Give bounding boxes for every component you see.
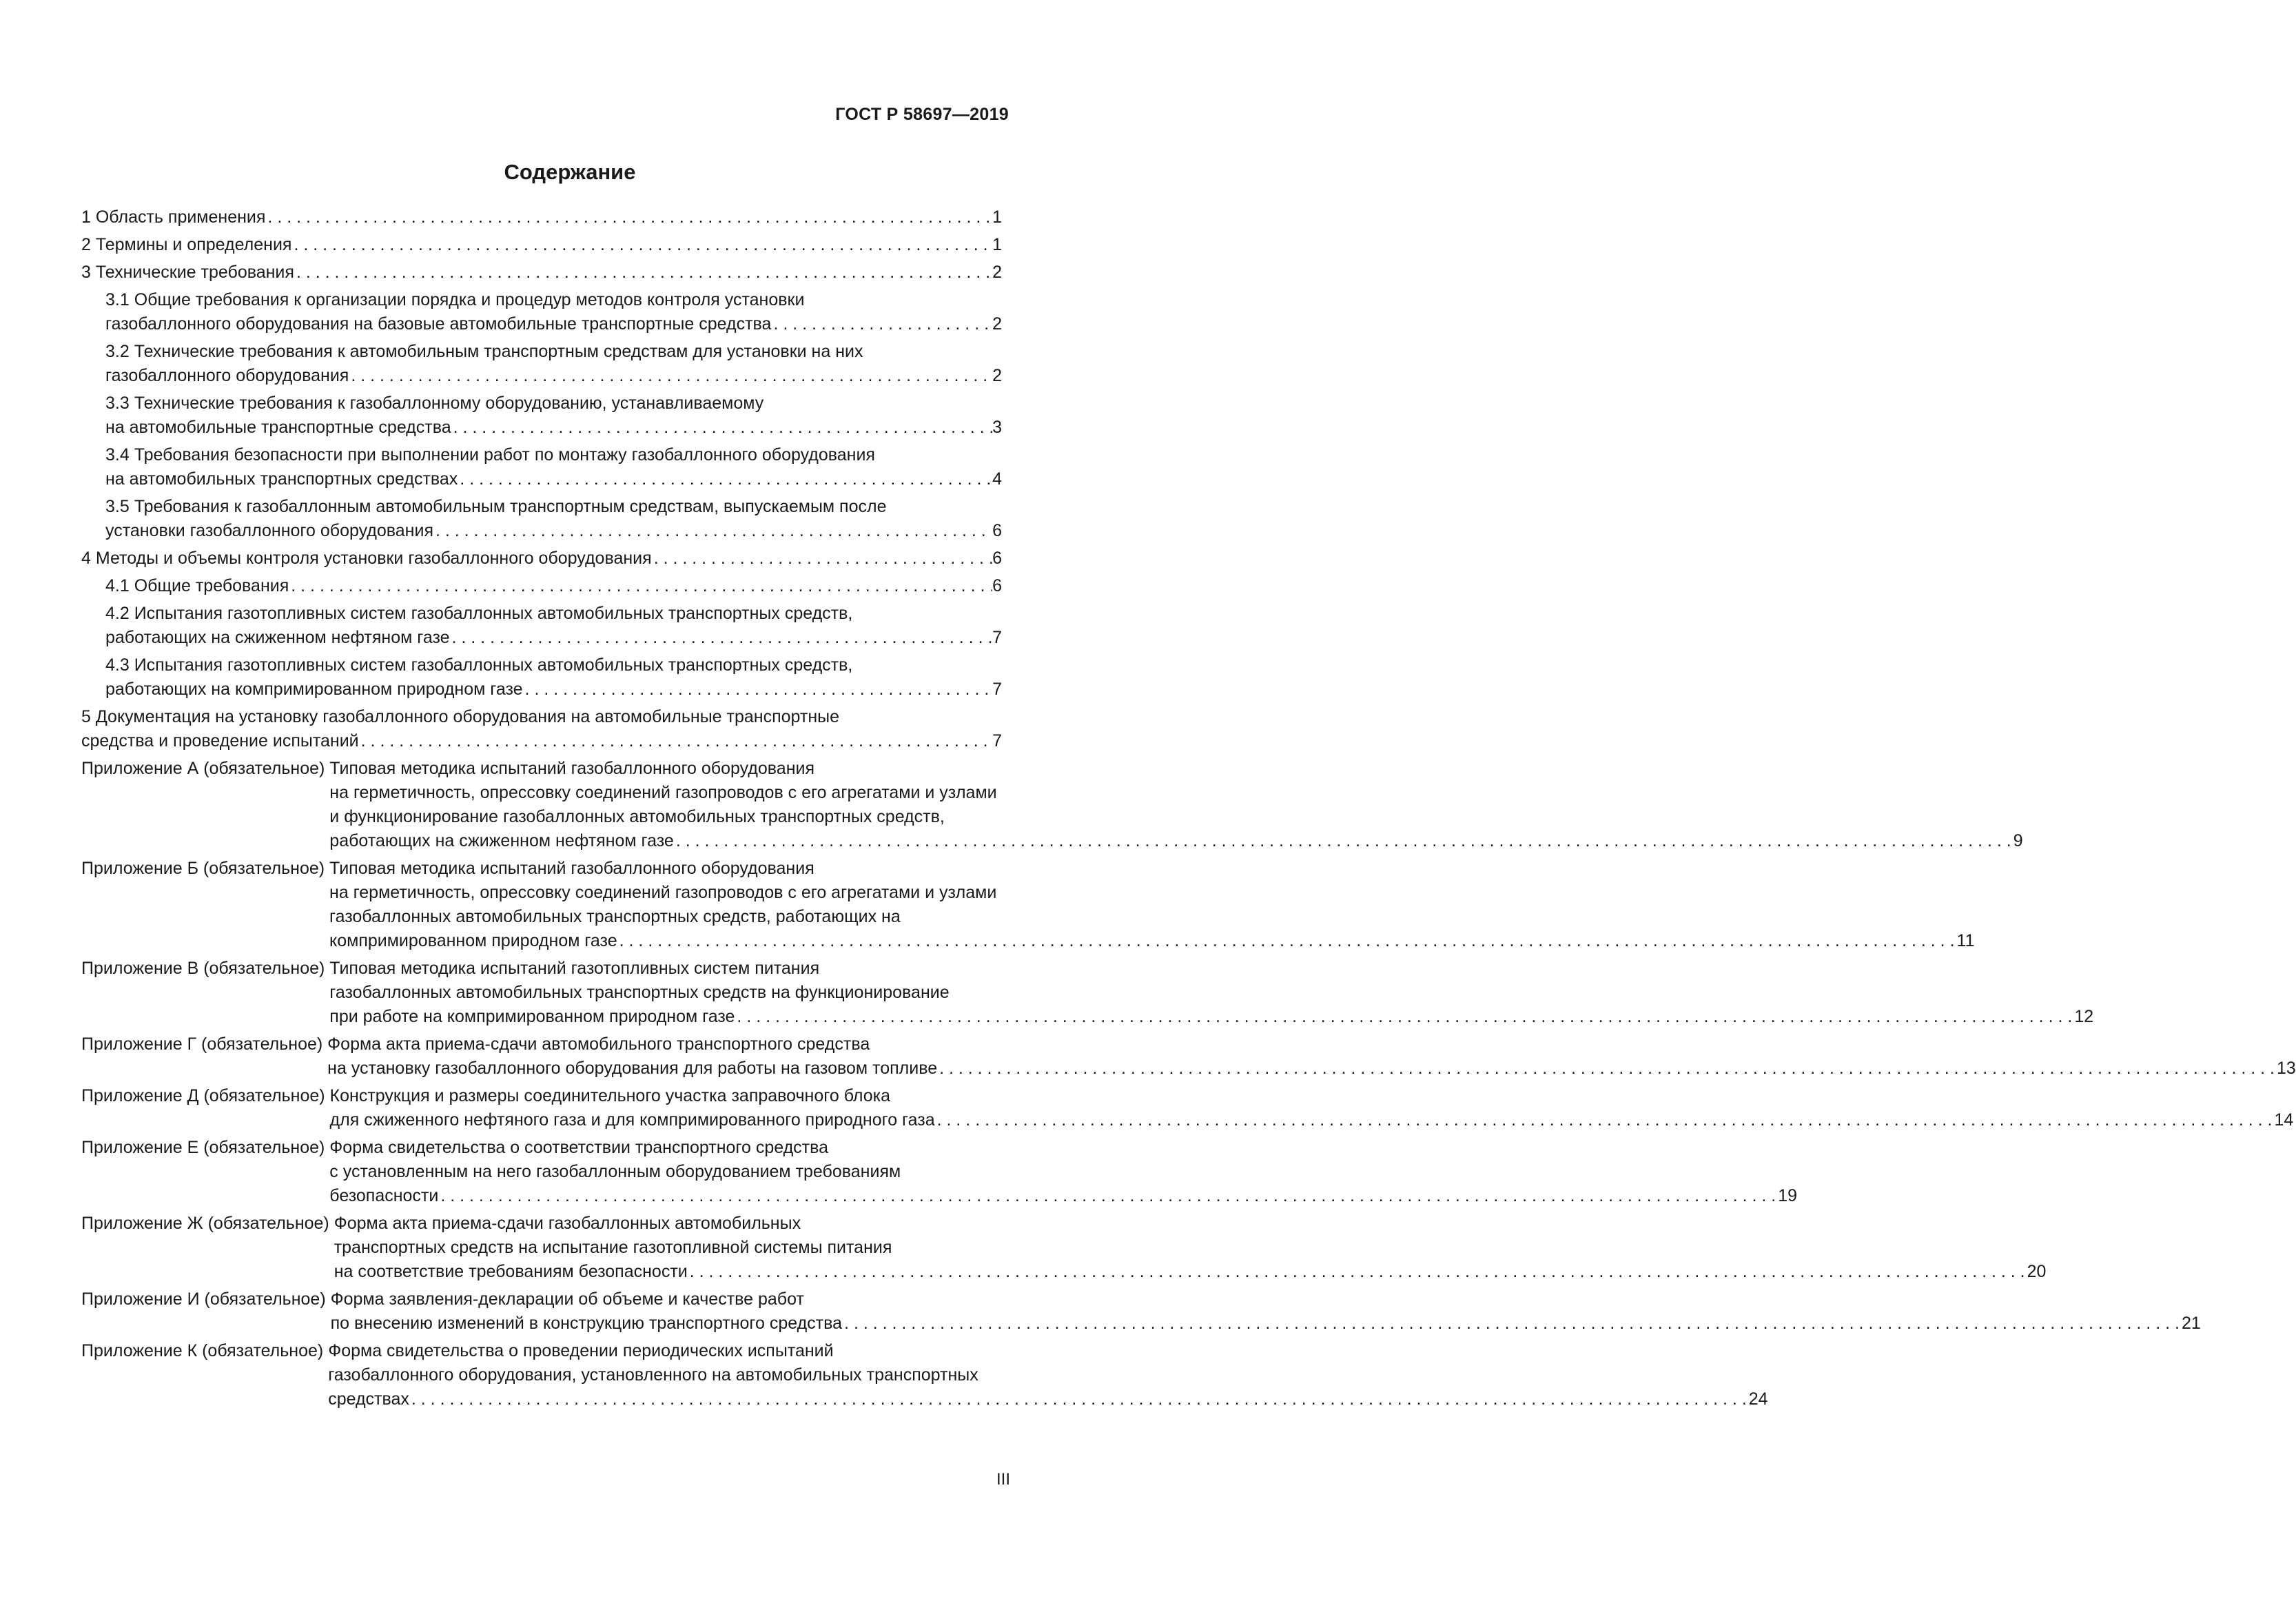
toc-page-number: 1 bbox=[992, 207, 1002, 227]
leader-dots bbox=[265, 205, 992, 229]
toc-entry-title: Типовая методика испытаний газобаллонного оборудования bbox=[329, 759, 815, 778]
toc-entry-title-cont: установки газобаллонного оборудования bbox=[105, 521, 433, 540]
leader-dots bbox=[842, 1312, 2182, 1336]
toc-page-number: 24 bbox=[1748, 1389, 1768, 1409]
toc-entry[interactable] bbox=[81, 288, 1002, 336]
toc-entry[interactable] bbox=[81, 574, 1002, 598]
toc-entry-title-cont: работающих на компримированном природном газе bbox=[105, 680, 523, 699]
toc-entry-title: 3.3 Технические требования к газобаллонному оборудованию, устанавливаемому bbox=[105, 394, 764, 413]
table-of-contents bbox=[81, 205, 2296, 1415]
toc-entry-title-cont: на герметичность, опрессовку соединений газопроводов с его агрегатами и узлами bbox=[329, 883, 997, 902]
toc-entry-title-cont: средствах bbox=[328, 1389, 409, 1409]
toc-entry-title: Форма свидетельства о проведении периодических испытаний bbox=[328, 1341, 834, 1360]
toc-entry[interactable] bbox=[81, 391, 1002, 440]
toc-entry-title: 4.1 Общие требования bbox=[105, 576, 289, 595]
toc-page-number: 6 bbox=[992, 521, 1002, 540]
leader-dots bbox=[652, 547, 992, 571]
toc-entry[interactable] bbox=[81, 340, 1002, 388]
leader-dots bbox=[688, 1260, 2027, 1284]
appendix-label: Приложение Е (обязательное) bbox=[81, 1138, 330, 1157]
toc-entry-title: 1 Область применения bbox=[81, 207, 266, 227]
toc-entry-title: 3.4 Требования безопасности при выполнении работ по монтажу газобаллонного оборудования bbox=[105, 445, 875, 465]
appendix-label: Приложение Д (обязательное) bbox=[81, 1086, 330, 1105]
toc-page-number: 2 bbox=[992, 314, 1002, 334]
leader-dots bbox=[458, 467, 992, 491]
toc-page-number: 11 bbox=[1956, 931, 1975, 950]
leader-dots bbox=[935, 1108, 2275, 1132]
toc-page-number: 13 bbox=[2276, 1059, 2296, 1078]
toc-page-number: 4 bbox=[992, 469, 1002, 489]
toc-entry-title: Форма акта приема-сдачи автомобильного транспортного средства bbox=[327, 1034, 870, 1054]
leader-dots bbox=[735, 1005, 2074, 1029]
toc-page-number: 2 bbox=[992, 366, 1002, 385]
toc-entry-title-cont: компримированном природном газе bbox=[329, 931, 617, 950]
toc-page-number: 7 bbox=[992, 628, 1002, 647]
toc-entry[interactable] bbox=[81, 653, 1002, 702]
toc-entry-title: Форма акта приема-сдачи газобаллонных автомобильных bbox=[334, 1214, 801, 1233]
page-number: III bbox=[996, 1470, 1010, 1489]
leader-dots bbox=[451, 416, 992, 440]
toc-entry[interactable] bbox=[81, 705, 1002, 753]
leader-dots bbox=[450, 626, 993, 650]
toc-entry-title-cont: по внесению изменений в конструкцию транспортного средства bbox=[330, 1314, 843, 1333]
toc-appendix-entry[interactable] bbox=[81, 857, 1975, 953]
toc-page-number: 2 bbox=[992, 263, 1002, 282]
toc-entry[interactable] bbox=[81, 443, 1002, 491]
appendix-label: Приложение Г (обязательное) bbox=[81, 1034, 328, 1054]
toc-page-number: 1 bbox=[992, 235, 1002, 254]
toc-entry-title: Типовая методика испытаний газотопливных систем питания bbox=[329, 959, 820, 978]
toc-entry-title-cont: для сжиженного нефтяного газа и для компримированного природного газа bbox=[329, 1110, 935, 1130]
toc-page-number: 6 bbox=[992, 549, 1002, 568]
toc-entry-title: Форма заявления-декларации об объеме и качестве работ bbox=[330, 1289, 804, 1309]
leader-dots bbox=[289, 574, 992, 598]
toc-entry-title: 4 Методы и объемы контроля установки газобаллонного оборудования bbox=[81, 549, 652, 568]
toc-page-number: 21 bbox=[2181, 1314, 2201, 1333]
leader-dots bbox=[617, 929, 1957, 953]
toc-entry[interactable] bbox=[81, 261, 1002, 285]
toc-entry-title-cont: при работе на компримированном природном газе bbox=[329, 1007, 735, 1026]
toc-entry-title: 3 Технические требования bbox=[81, 263, 294, 282]
toc-appendix-entry[interactable] bbox=[81, 1136, 1798, 1208]
leader-dots bbox=[523, 677, 993, 702]
toc-page-number: 3 bbox=[992, 418, 1002, 437]
toc-appendix-entry[interactable] bbox=[81, 1339, 1768, 1411]
leader-dots bbox=[359, 729, 992, 753]
toc-entry-title-cont: на установку газобаллонного оборудования для работы на газовом топливе bbox=[327, 1059, 938, 1078]
toc-entry-title-cont: газобаллонного оборудования bbox=[105, 366, 349, 385]
toc-page-number: 19 bbox=[1778, 1186, 1798, 1205]
appendix-label: Приложение И (обязательное) bbox=[81, 1289, 331, 1309]
toc-page-number: 7 bbox=[992, 680, 1002, 699]
appendix-label: Приложение Б (обязательное) bbox=[81, 859, 330, 878]
toc-appendix-entry[interactable] bbox=[81, 957, 2094, 1029]
toc-entry-title-cont: на автомобильные транспортные средства bbox=[105, 418, 451, 437]
toc-entry-title: 3.5 Требования к газобаллонным автомобильным транспортным средствам, выпускаемым после bbox=[105, 497, 887, 516]
toc-entry-title: 2 Термины и определения bbox=[81, 235, 292, 254]
toc-entry-title-cont: безопасности bbox=[329, 1186, 439, 1205]
toc-entry-title: 5 Документация на установку газобаллонного оборудования на автомобильные транспортные bbox=[81, 707, 839, 726]
appendix-label: Приложение К (обязательное) bbox=[81, 1341, 329, 1360]
page-title: Содержание bbox=[504, 160, 636, 184]
toc-entry-title: 4.2 Испытания газотопливных систем газобаллонных автомобильных транспортных средств, bbox=[105, 604, 853, 623]
toc-appendix-entry[interactable] bbox=[81, 1084, 2294, 1132]
toc-appendix-entry[interactable] bbox=[81, 1212, 2047, 1284]
toc-entry-title-cont: транспортных средств на испытание газотопливной системы питания bbox=[334, 1238, 892, 1257]
toc-appendix-entry[interactable] bbox=[81, 757, 2023, 853]
toc-entry-title-cont: на герметичность, опрессовку соединений газопроводов с его агрегатами и узлами bbox=[329, 783, 997, 802]
appendix-label: Приложение В (обязательное) bbox=[81, 959, 330, 978]
toc-page-number: 14 bbox=[2274, 1110, 2294, 1130]
toc-page-number: 6 bbox=[992, 576, 1002, 595]
toc-page-number: 9 bbox=[2013, 831, 2023, 850]
toc-entry[interactable] bbox=[81, 495, 1002, 543]
toc-entry-title-cont: работающих на сжиженном нефтяном газе bbox=[329, 831, 674, 850]
leader-dots bbox=[409, 1387, 1749, 1411]
toc-page-number: 20 bbox=[2027, 1262, 2047, 1281]
toc-entry-title-cont: и функционирование газобаллонных автомобильных транспортных средств, bbox=[329, 807, 945, 826]
toc-entry-title: Типовая методика испытаний газобаллонного оборудования bbox=[329, 859, 814, 878]
leader-dots bbox=[771, 312, 992, 336]
toc-appendix-entry[interactable] bbox=[81, 1287, 2201, 1336]
leader-dots bbox=[291, 233, 992, 257]
toc-page-number: 12 bbox=[2074, 1007, 2094, 1026]
toc-entry-title: 3.1 Общие требования к организации порядка и процедур методов контроля установки bbox=[105, 290, 805, 309]
toc-appendix-entry[interactable] bbox=[81, 1032, 2296, 1081]
toc-entry-title-cont: газобаллонного оборудования, установленного на автомобильных транспортных bbox=[328, 1365, 978, 1385]
toc-entry-title: Форма свидетельства о соответствии транспортного средства bbox=[329, 1138, 829, 1157]
leader-dots bbox=[433, 519, 992, 543]
appendix-label: Приложение Ж (обязательное) bbox=[81, 1214, 334, 1233]
toc-entry[interactable] bbox=[81, 233, 1002, 257]
appendix-label: Приложение А (обязательное) bbox=[81, 759, 330, 778]
document-code: ГОСТ Р 58697—2019 bbox=[835, 105, 1009, 124]
toc-entry[interactable] bbox=[81, 602, 1002, 650]
toc-entry-title-cont: на автомобильных транспортных средствах bbox=[105, 469, 458, 489]
leader-dots bbox=[294, 261, 992, 285]
toc-entry-title-cont: на соответствие требованиям безопасности bbox=[334, 1262, 688, 1281]
toc-entry[interactable] bbox=[81, 205, 1002, 229]
leader-dots bbox=[438, 1184, 1778, 1208]
toc-entry-title: Конструкция и размеры соединительного участка заправочного блока bbox=[329, 1086, 891, 1105]
toc-entry-title-cont: газобаллонных автомобильных транспортных средств на функционирование bbox=[329, 983, 950, 1002]
toc-entry-title: 4.3 Испытания газотопливных систем газобаллонных автомобильных транспортных средств, bbox=[105, 655, 853, 675]
toc-entry-title-cont: газобаллонных автомобильных транспортных средств, работающих на bbox=[329, 907, 901, 926]
leader-dots bbox=[349, 364, 992, 388]
toc-entry-title-cont: средства и проведение испытаний bbox=[81, 731, 359, 751]
toc-entry-title: 3.2 Технические требования к автомобильным транспортным средствам для установки на них bbox=[105, 342, 863, 361]
toc-entry[interactable] bbox=[81, 547, 1002, 571]
toc-page-number: 7 bbox=[992, 731, 1002, 751]
toc-entry-title-cont: газобаллонного оборудования на базовые автомобильные транспортные средства bbox=[105, 314, 772, 334]
toc-entry-title-cont: с установленным на него газобаллонным оборудованием требованиям bbox=[329, 1162, 901, 1181]
leader-dots bbox=[674, 829, 2013, 853]
toc-entry-title-cont: работающих на сжиженном нефтяном газе bbox=[105, 628, 450, 647]
leader-dots bbox=[937, 1057, 2277, 1081]
